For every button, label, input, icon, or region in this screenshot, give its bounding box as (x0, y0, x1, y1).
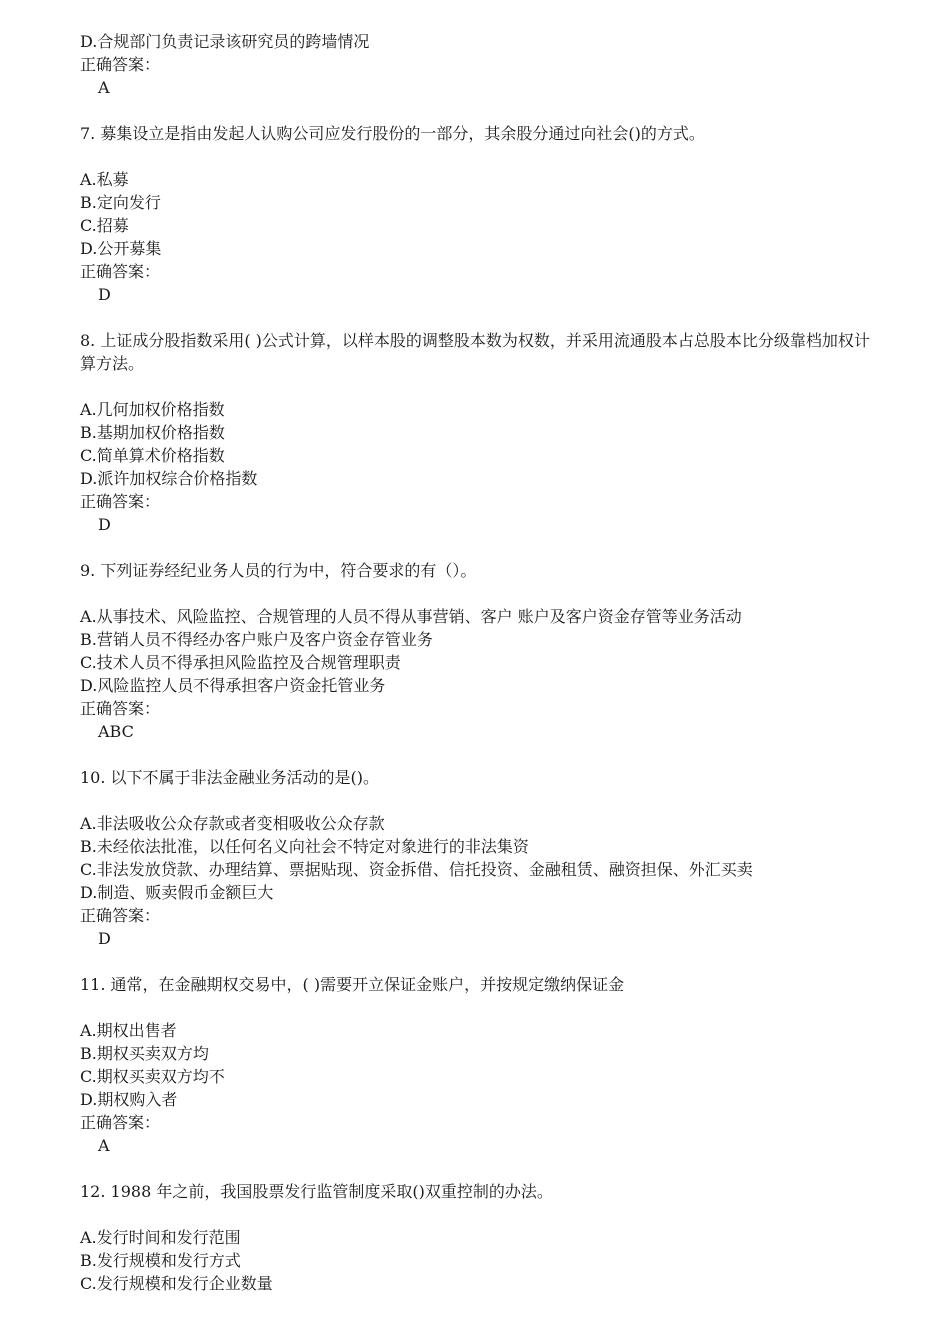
option-c: C.发行规模和发行企业数量 (80, 1274, 273, 1293)
question-stem: 12. 1988 年之前，我国股票发行监管制度采取()双重控制的办法。 (80, 1182, 553, 1201)
option-c: C.招募 (80, 216, 129, 235)
option-b: B.基期加权价格指数 (80, 423, 225, 442)
answer-value: A (98, 78, 110, 97)
option-b: B.定向发行 (80, 193, 161, 212)
option-d: D.公开募集 (80, 239, 162, 258)
answer-label: 正确答案： (80, 55, 161, 74)
answer-label: 正确答案： (80, 906, 161, 925)
option-d: D.风险监控人员不得承担客户资金托管业务 (80, 676, 386, 695)
answer-value: A (98, 1136, 110, 1155)
option-d: D.派许加权综合价格指数 (80, 469, 258, 488)
answer-value: ABC (98, 722, 134, 741)
question-stem: 8. 上证成分股指数采用( )公式计算，以样本股的调整股本数为权数，并采用流通股本占总股本比分级靠档加权计算方法。 (80, 331, 870, 373)
option-a: A.私募 (80, 170, 129, 189)
question-stem: 11. 通常，在金融期权交易中，( )需要开立保证金账户，并按规定缴纳保证金 (80, 975, 625, 994)
option-c: C.非法发放贷款、办理结算、票据贴现、资金拆借、信托投资、金融租赁、融资担保、外汇买卖 (80, 860, 753, 879)
option-b: B.发行规模和发行方式 (80, 1251, 241, 1270)
option-a: A.期权出售者 (80, 1021, 177, 1040)
question-stem: 7. 募集设立是指由发起人认购公司应发行股份的一部分，其余股分通过向社会()的方式。 (80, 124, 705, 143)
option-c: C.期权买卖双方均不 (80, 1067, 225, 1086)
option-b: B.未经依法批准，以任何名义向社会不特定对象进行的非法集资 (80, 837, 529, 856)
answer-value: D (98, 929, 111, 948)
answer-label: 正确答案： (80, 492, 161, 511)
option-a: A.几何加权价格指数 (80, 400, 225, 419)
option-c: C.简单算术价格指数 (80, 446, 225, 465)
answer-label: 正确答案： (80, 699, 161, 718)
document-page (80, 30, 880, 1295)
answer-label: 正确答案： (80, 1113, 161, 1132)
question-stem: 10. 以下不属于非法金融业务活动的是()。 (80, 768, 380, 787)
option-d: D.期权购入者 (80, 1090, 178, 1109)
option-a: A.从事技术、风险监控、合规管理的人员不得从事营销、客户 账户及客户资金存管等业务活动 (80, 607, 742, 626)
answer-label: 正确答案： (80, 262, 161, 281)
option-b: B.营销人员不得经办客户账户及客户资金存管业务 (80, 630, 433, 649)
answer-value: D (98, 515, 111, 534)
option-b: B.期权买卖双方均 (80, 1044, 209, 1063)
answer-value: D (98, 285, 111, 304)
option-a: A.非法吸收公众存款或者变相吸收公众存款 (80, 814, 385, 833)
option-c: C.技术人员不得承担风险监控及合规管理职责 (80, 653, 401, 672)
question-stem: 9. 下列证券经纪业务人员的行为中，符合要求的有（）。 (80, 561, 477, 580)
option-d: D.制造、贩卖假币金额巨大 (80, 883, 274, 902)
option-d: D.合规部门负责记录该研究员的跨墙情况 (80, 32, 370, 51)
option-a: A.发行时间和发行范围 (80, 1228, 241, 1247)
